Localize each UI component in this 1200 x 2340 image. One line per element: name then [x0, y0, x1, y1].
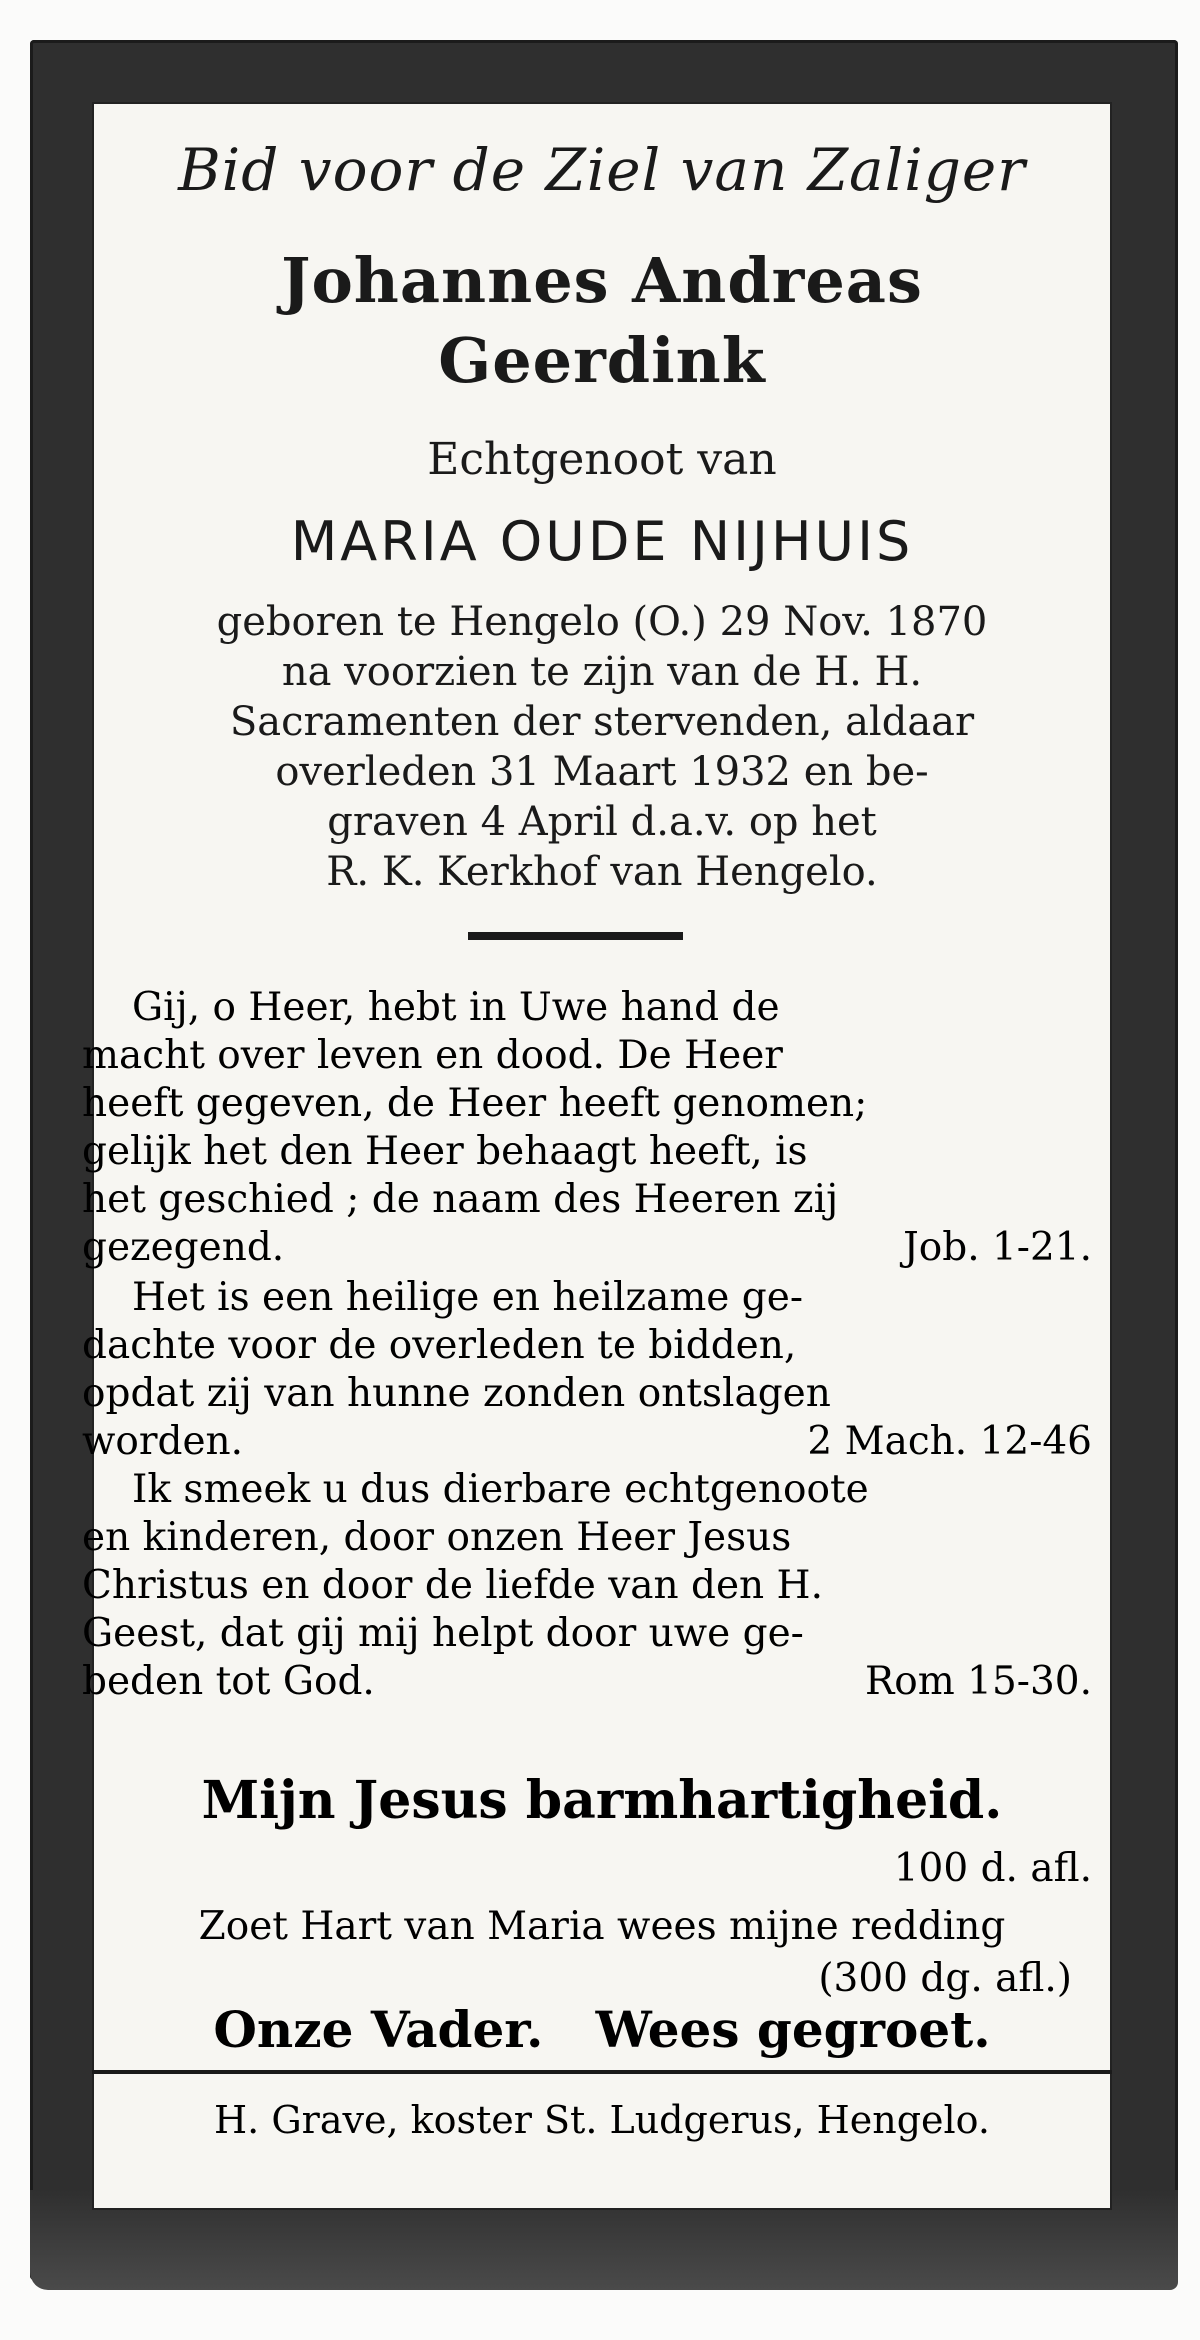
- scripture-verse-1: [82, 984, 1092, 1272]
- printer-credit: H. Grave, koster St. Ludgerus, Hengelo.: [214, 2098, 990, 2142]
- verse-line: [82, 1466, 1092, 1514]
- verse-text: Geest, dat gij mij helpt door uwe ge-: [82, 1611, 804, 1656]
- verse-text: het geschied ; de naam des Heeren zij: [82, 1177, 839, 1222]
- bio-line: geboren te Hengelo (O.) 29 Nov. 1870: [216, 599, 988, 645]
- footer-rule: [92, 2070, 1112, 2074]
- indulgence-note-1: 100 d. afl.: [893, 1846, 1092, 1891]
- card-heading: Bid voor de Ziel van Zaliger: [178, 136, 1026, 204]
- verse-line: [82, 1514, 1092, 1562]
- verse-text: gelijk het den Heer behaagt heeft, is: [82, 1129, 808, 1174]
- memorial-card-panel: [82, 102, 1112, 2210]
- verse-text: opdat zij van hunne zonden ontslagen: [82, 1371, 831, 1416]
- bio-line: na voorzien te zijn van de H. H.: [281, 649, 923, 695]
- closing-prayers: Onze Vader. Wees gegroet.: [213, 2000, 991, 2059]
- verse-text: Christus en door de liefde van den H.: [82, 1563, 823, 1608]
- bio-line: overleden 31 Maart 1932 en be-: [275, 749, 929, 795]
- verse-text: beden tot God.: [82, 1659, 375, 1704]
- verse-line: [82, 1370, 1092, 1418]
- deceased-name-line-1: Johannes Andreas: [281, 244, 923, 317]
- verse-line: [82, 1562, 1092, 1610]
- verse-text: Het is een heilige en heilzame ge-: [132, 1275, 803, 1320]
- scripture-verse-2: [82, 1274, 1092, 1466]
- prayer-zoet-hart: Zoet Hart van Maria wees mijne redding: [198, 1904, 1006, 1949]
- verse-line: [82, 1128, 1092, 1176]
- spouse-name: MARIA OUDE NIJHUIS: [290, 510, 914, 573]
- indulgence-note-2: (300 dg. afl.): [818, 1956, 1072, 2001]
- verse-line: [82, 1176, 1092, 1224]
- verse-line: [82, 1032, 1092, 1080]
- verse-text: macht over leven en dood. De Heer: [82, 1033, 783, 1078]
- verse-text: heeft gegeven, de Heer heeft genomen;: [82, 1081, 868, 1126]
- bio-line: R. K. Kerkhof van Hengelo.: [326, 849, 878, 895]
- verse-line: [82, 1610, 1092, 1658]
- spouse-intro: Echtgenoot van: [427, 434, 777, 485]
- verse-text: dachte voor de overleden te bidden,: [82, 1323, 797, 1368]
- verse-line: [82, 1418, 1092, 1466]
- bio-line: graven 4 April d.a.v. op het: [327, 799, 877, 845]
- verse-text: gezegend.: [82, 1225, 285, 1270]
- verse-text: worden.: [82, 1419, 244, 1464]
- scripture-reference: Rom 15-30.: [864, 1659, 1092, 1704]
- verse-line: [82, 1322, 1092, 1370]
- scripture-reference: 2 Mach. 12-46: [807, 1419, 1092, 1464]
- verse-line: [82, 1224, 1092, 1272]
- verse-line: [82, 1080, 1092, 1128]
- scripture-verse-3: [82, 1466, 1092, 1706]
- verse-text: en kinderen, door onzen Heer Jesus: [82, 1515, 792, 1560]
- prayer-mijn-jesus: Mijn Jesus barmhartigheid.: [201, 1770, 1003, 1831]
- deceased-name-line-2: Geerdink: [438, 324, 766, 397]
- verse-line: [82, 1658, 1092, 1706]
- bio-line: Sacramenten der stervenden, aldaar: [229, 699, 975, 745]
- scripture-reference: Job. 1-21.: [903, 1225, 1092, 1270]
- verse-text: Ik smeek u dus dierbare echtgenoote: [132, 1467, 869, 1512]
- verse-line: [82, 984, 1092, 1032]
- verse-line: [82, 1274, 1092, 1322]
- verse-text: Gij, o Heer, hebt in Uwe hand de: [132, 985, 780, 1030]
- divider-rule: [468, 932, 683, 940]
